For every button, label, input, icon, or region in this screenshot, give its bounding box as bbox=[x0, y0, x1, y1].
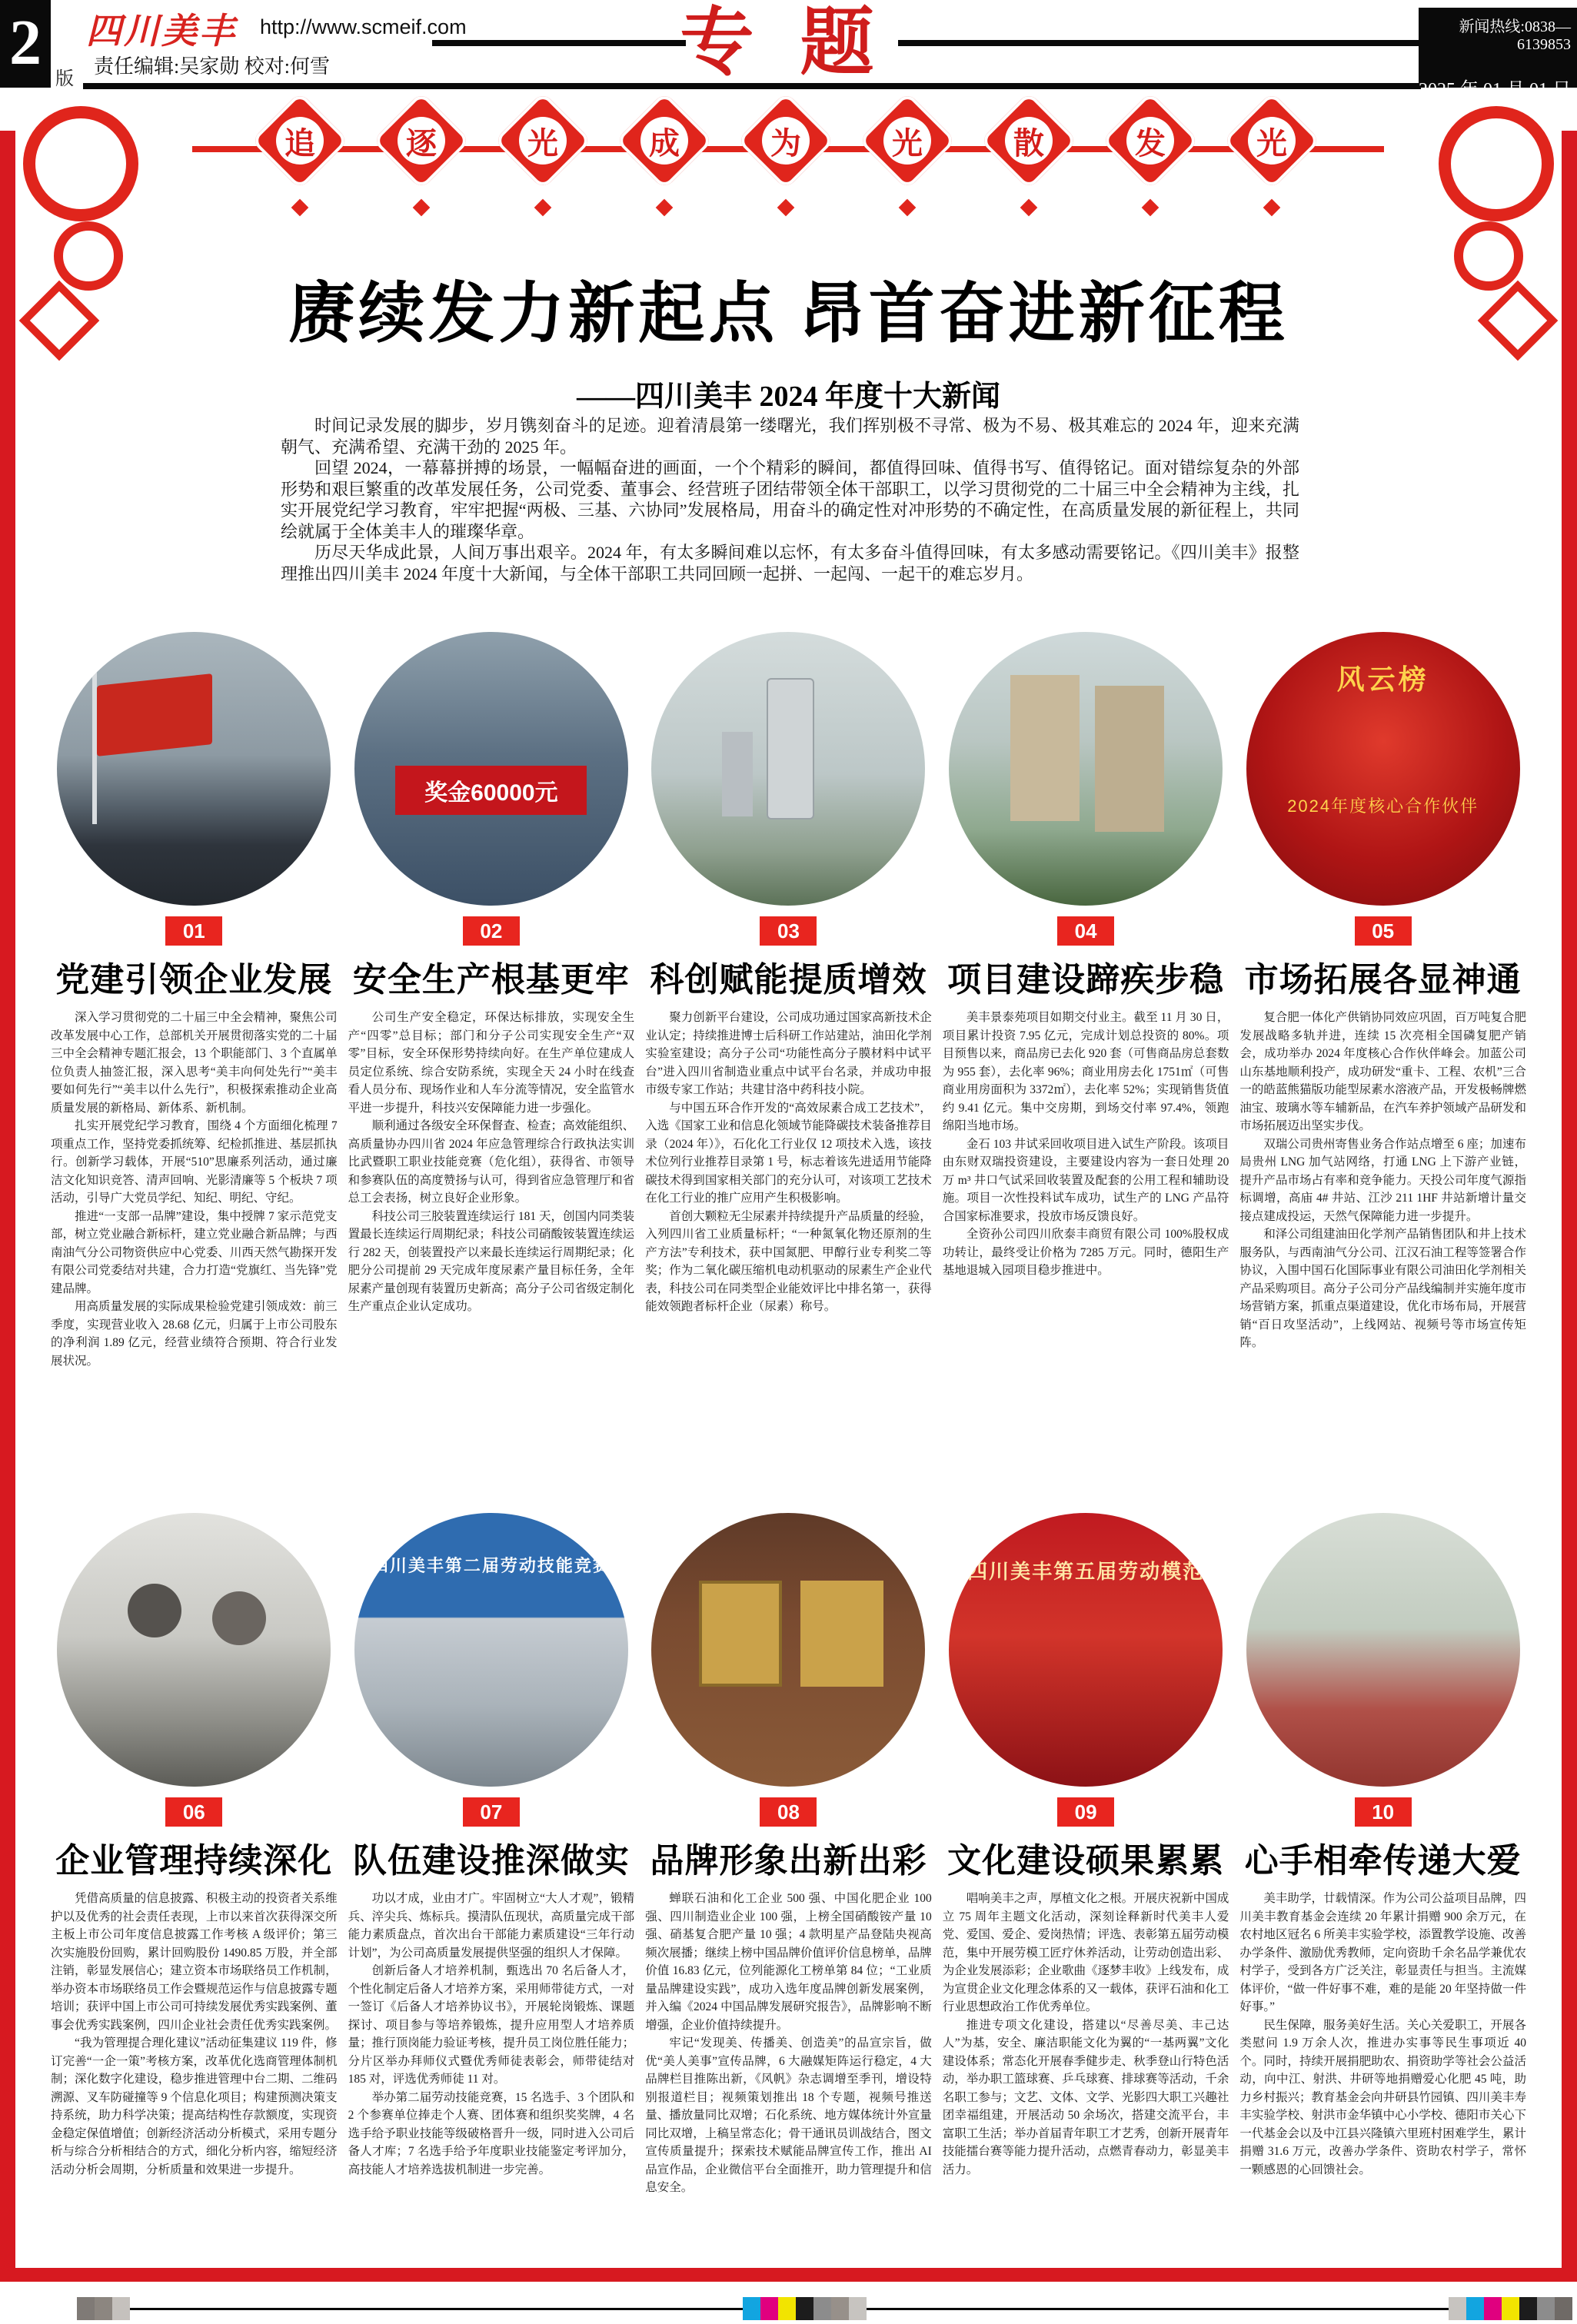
news-photo bbox=[949, 1513, 1223, 1787]
calibration-color-block bbox=[1519, 2297, 1537, 2320]
item-title: 企业管理持续深化 bbox=[55, 1842, 333, 1880]
item-paragraph: 深入学习贯彻党的二十届三中全会精神，聚焦公司改革发展中心工作，总部机关开展贯彻落实党的二十届三中全会精神专题汇报会，13 个职能部门、3 个直属单位负责人抽签汇报，深入思考“美丰向何处先行”“美丰要如何先行”“美丰以什么先行”，积极探索推动企业高质量发展的新格局、新体系、新机制。 bbox=[51, 1011, 338, 1115]
item-paragraph: 美丰景泰苑项目如期交付业主。截至 11 月 30 日，项目累计投资 7.95 亿元，完成计划总投资的 80%。项目预售以来，商品房已去化 920 套（可售商品房总套数为 955 套），去化率 96%；商业用房去化 1751㎡（可售商业用房面积为 3372㎡），去化率 52%；实现销售货值约 9.41 亿元。集中交房期，到场交付率 97.4%，领跑绵阳当地市场。 bbox=[942, 1011, 1229, 1132]
item-body bbox=[348, 1009, 635, 1316]
news-photo bbox=[57, 632, 331, 906]
news-photo bbox=[1246, 632, 1520, 906]
news-item bbox=[943, 632, 1229, 1370]
newspaper-url: http://www.scmeif.com bbox=[260, 15, 467, 38]
news-item bbox=[348, 1513, 635, 2197]
calibration-color-block bbox=[849, 2297, 867, 2320]
publication-date: 2025 年 01 月 01 日 bbox=[1419, 80, 1571, 100]
item-paragraph: 金石 103 井试采回收项目进入试生产阶段。该项目由东财双瑞投资建设，主要建设内容为一套日处理 20 万 m³ 井口气试采回收装置及配套的公用工程和辅助设施。项目一次性投料试车成功，试生产的 LNG 产品符合国家标准要求，投放市场反馈良好。 bbox=[942, 1137, 1229, 1223]
calibration-color-block bbox=[1555, 2297, 1572, 2320]
news-item bbox=[1239, 632, 1526, 1370]
editors-line: 责任编辑:吴家勋 校对:何雪 bbox=[94, 55, 330, 78]
calibration-color-block bbox=[112, 2297, 130, 2320]
news-item bbox=[645, 632, 932, 1370]
news-photo bbox=[354, 632, 628, 906]
calibration-color-block bbox=[1484, 2297, 1502, 2320]
item-paragraph: “我为管理提合理化建议”活动征集建议 119 件，修订完善“一企一策”考核方案，改革优化选商管理体制机制；深化数字化建设，稳步推进管理中台二期、二维码溯源、叉车防碰撞等 9 个信息化项目；构建预测决策支持系统，助力科学决策；提高结构性存款额度，实现资金稳定保值增值；创新经济活动分析模式，采用专题分析与综合分析相结合的方式，细化分析内容，缩短经济活动分析会周期，分析质量和效果进一步提升。 bbox=[51, 2036, 338, 2176]
item-number-badge: 08 bbox=[760, 1797, 817, 1827]
item-paragraph: 科技公司三胶装置连续运行 181 天，创国内同类装置最长连续运行周期纪录；科技公司硝酸铵装置连续运行 282 天，创装置投产以来最长连续运行周期纪录；化肥分公司提前 29 天完成年度尿素产量目标任务，全年尿素产量创现有装置历史新高；高分子公司省级定制化生产重点企业认定成功。 bbox=[348, 1209, 635, 1313]
news-photo bbox=[57, 1513, 331, 1787]
item-paragraph: 蝉联石油和化工企业 500 强、中国化肥企业 100 强、四川制造业企业 100 强，上榜全国硝酸铵产量 10 强、硝基复合肥产量 10 强；4 款明星产品登陆央视高频次展播；继续上榜中国品牌价值评价信息榜单，品牌价值 16.83 亿元，位列能源化工榜单第 84 位；“工业质量品牌建设实践”，成功入选年度品牌创新发展案例，并入编《2024 中国品牌发展研究报告》，品牌影响不断增强，企业价值持续提升。 bbox=[645, 1892, 932, 2032]
ribbon-character: 发 bbox=[1135, 125, 1166, 161]
masthead bbox=[0, 0, 1577, 100]
news-photo bbox=[949, 632, 1223, 906]
intro-paragraph: 历尽天华成此景，人间万事出艰辛。2024 年，有太多瞬间难以忘怀，有太多奋斗值得回味，有太多感动需要铭记。《四川美丰》报整理推出四川美丰 2024 年度十大新闻，与全体干部职工共同回顾一起拼、一起闯、一起干的难忘岁月。 bbox=[281, 543, 1299, 583]
item-paragraph: 与中国五环合作开发的“高效尿素合成工艺技术”，入选《国家工业和信息化领域节能降碳技术装备推荐目录（2024 年）》，石化化工行业仅 12 项技术入选，该技术位列行业推荐目录第 1 号，标志着该先进适用节能降碳技术得到国家相关部门的充分认可，对该项工艺技术在化工行业的推广应用产生积极影响。 bbox=[645, 1101, 932, 1205]
item-paragraph: 推进专项文化建设，搭建以“尽善尽美、丰己达人”为基，安全、廉洁职能文化为翼的“一基两翼”文化建设体系；常态化开展春季健步走、秋季登山行特色活动，举办职工篮球赛、乒乓球赛、排球赛等活动，千余名职工参与；文艺、文体、文学、光影四大职工兴趣社团幸福组建，开展活动 50 余场次，搭建交流平台，丰富职工生活；举办首届青年职工才艺秀，创新开展青年技能擂台赛等能力提升活动，点燃青春动力，彰显美丰活力。 bbox=[942, 2018, 1229, 2176]
intro-paragraph: 时间记录发展的脚步，岁月镌刻奋斗的足迹。迎着清晨第一缕曙光，我们挥别极不寻常、极为不易、极其难忘的 2024 年，迎来充满朝气、充满希望、充满干劲的 2025 年。 bbox=[281, 416, 1299, 457]
item-paragraph: 凭借高质量的信息披露、积极主动的投资者关系维护以及优秀的社会责任表现，上市以来首次获得深交所主板上市公司年度信息披露工作考核 A 级评价；第三次实施股份回购，累计回购股份 1490.85 万股，并全部注销，彰显发展信心；建立资本市场联络员工作机制，举办资本市场联络员工作会暨规范运作与信息披露专题培训；获评中国上市公司可持续发展优秀实践案例、董事会优秀实践案例，四川企业社会责任优秀实践案例。 bbox=[51, 1892, 338, 2032]
ribbon-character: 逐 bbox=[406, 125, 437, 161]
news-item bbox=[348, 632, 635, 1370]
item-paragraph: 用高质量发展的实际成果检验党建引领成效：前三季度，实现营业收入 28.68 亿元，归属于上市公司股东的净利润 1.89 亿元，经营业绩符合预期、符合行业发展状况。 bbox=[51, 1300, 338, 1368]
ribbon-character: 为 bbox=[770, 125, 801, 161]
headline-block bbox=[0, 260, 1577, 414]
item-title: 项目建设蹄疾步稳 bbox=[947, 961, 1225, 999]
item-title: 党建引领企业发展 bbox=[55, 961, 333, 999]
item-paragraph: 功以才成，业由才广。牢固树立“大人才观”，锻精兵、淬尖兵、炼标兵。摸清队伍现状，高质量完成干部能力素质盘点，首次出台干部能力素质建设“三年行动计划”，为公司高质量发展提供坚强的组织人才保障。 bbox=[348, 1892, 635, 1960]
item-title: 心手相牵传递大爱 bbox=[1244, 1842, 1522, 1880]
item-body bbox=[51, 1890, 338, 2179]
print-calibration-center bbox=[743, 2297, 867, 2320]
calibration-color-block bbox=[1466, 2297, 1484, 2320]
item-body bbox=[645, 1009, 932, 1316]
section-title: 专题 bbox=[680, 2, 920, 84]
calibration-color-block bbox=[796, 2297, 813, 2320]
ribbon-character: 追 bbox=[284, 125, 315, 161]
item-body bbox=[1239, 1890, 1526, 2179]
item-paragraph: 公司生产安全稳定，环保达标排放，实现安全生产“四零”总目标；部门和分子公司实现安全生产“双零”目标，安全环保形势持续向好。在生产单位建成人员定位系统、综合安防系统，实现全天 24 小时在线查看人员分布、现场作业和人车分流等情况，安全监管水平进一步提升，科技兴安保障能力进一步强化。 bbox=[348, 1011, 635, 1115]
ribbon-character: 成 bbox=[649, 125, 680, 161]
photo-caption-text: 奖金60000元 bbox=[395, 766, 587, 815]
news-item bbox=[645, 1513, 932, 2197]
item-body bbox=[348, 1890, 635, 2179]
item-paragraph: 推进“一支部一品牌”建设，集中授牌 7 家示范党支部，树立党业融合新标杆，建立党业融合新品牌；与西南油气分公司物资供应中心党委、川西天然气勘探开发有限公司党委结对共建，合力打造“党旗红、当先锋”党建品牌。 bbox=[51, 1209, 338, 1295]
ribbon-character: 光 bbox=[1256, 125, 1287, 161]
ribbon-character: 光 bbox=[892, 125, 923, 161]
calibration-color-block bbox=[743, 2297, 760, 2320]
print-calibration-left bbox=[77, 2297, 130, 2320]
calibration-color-block bbox=[1502, 2297, 1519, 2320]
item-body bbox=[645, 1890, 932, 2197]
item-paragraph: 顺利通过各级安全环保督查、检查；高效能组织、高质量协办四川省 2024 年应急管理综合行政执法实训比武暨职工职业技能竞赛（危化组），获得省、市领导和参赛队伍的高度赞扬与认可，得到省应急管理厅和省总工会表扬，树立良好企业形象。 bbox=[348, 1119, 635, 1205]
news-item bbox=[1239, 1513, 1526, 2197]
item-paragraph: 唱响美丰之声，厚植文化之根。开展庆祝新中国成立 75 周年主题文化活动，深刻诠释新时代美丰人爱党、爱国、爱企、爱岗热情；评选、表彰第五届劳动模范，集中开展劳模工匠疗休养活动，让劳动创造出彩、为企业发展添彩；企业歌曲《逐梦丰收》上线发布，成为宣贯企业文化理念体系的又一载体，获评石油和化工行业思想政治工作优秀单位。 bbox=[942, 1892, 1229, 2013]
intro-paragraph: 回望 2024，一幕幕拼搏的场景，一幅幅奋进的画面，一个个精彩的瞬间，都值得回味、值得书写、值得铭记。面对错综复杂的外部形势和艰巨繁重的改革发展任务，公司党委、董事会、经营班子团结带领全体干部职工，以学习贯彻党的二十届三中全会精神为主线，扎实开展党纪学习教育，牢牢把握“两极、三基、六协同”发展格局，用奋斗的确定性对冲形势的不确定性，在高质量发展的新征程上，共同绘就属于全体美丰人的璀璨华章。 bbox=[281, 458, 1299, 541]
masthead-rule bbox=[432, 40, 686, 46]
item-paragraph: 复合肥一体化产供销协同效应巩固，百万吨复合肥发展战略多轨并进，连续 15 次亮相全国磷复肥产销会，成功举办 2024 年度核心合作伙伴峰会。加蓝公司山东基地顺利投产，成功研发“重卡、工程、农机”三合一的皓蓝熊猫版功能型尿素水溶液产品，开发极畅牌燃油宝、玻璃水等车辅新品，在汽车养护领域产品研发和市场拓展迈出坚实步伐。 bbox=[1239, 1011, 1526, 1132]
item-paragraph: 牢记“发现美、传播美、创造美”的品宣宗旨，做优“美人美事”宣传品牌，6 大融媒矩阵运行稳定，4 大品牌栏目推陈出新，《风帆》杂志调增至季刊，增设特别报道栏目；视频策划推出 18 个专题，视频号推送量、播放量同比双增；石化系统、地方媒体统计外宣量同比双增，上稿呈常态化；骨干通讯员训战结合，图文宣传质量提升；探索技术赋能品牌宣传工作，推出 AI 品宣作品，企业微信平台全面推开，助力管理提升和信息安全。 bbox=[645, 2036, 932, 2194]
newspaper-logo: 四川美丰 bbox=[86, 12, 237, 51]
photo-caption-text: 四川美丰第五届劳动模范 bbox=[967, 1560, 1205, 1583]
item-number-badge: 01 bbox=[165, 916, 222, 946]
item-number-badge: 09 bbox=[1057, 1797, 1114, 1827]
ribbon-medallion bbox=[986, 98, 1071, 183]
item-title: 队伍建设推深做实 bbox=[352, 1842, 630, 1880]
calibration-color-block bbox=[1449, 2297, 1466, 2320]
ribbon-medallion bbox=[1229, 98, 1314, 183]
main-headline: 赓续发力新起点 昂首奋进新征程 bbox=[288, 277, 1289, 351]
item-paragraph: 扎实开展党纪学习教育，围绕 4 个方面细化梳理 7 项重点工作，坚持党委抓统筹、纪检抓推进、基层抓执行。创新学习载体，开展“510”思廉系列活动，通过廉洁文化知识竞答、清声回响、光影清廉等 5 个板块 7 项活动，引导广大党员学纪、知纪、明纪、守纪。 bbox=[51, 1119, 338, 1205]
calibration-color-block bbox=[1537, 2297, 1555, 2320]
news-photo bbox=[651, 1513, 925, 1787]
news-row-2 bbox=[51, 1513, 1526, 2197]
item-number-badge: 04 bbox=[1057, 916, 1114, 946]
item-number-badge: 07 bbox=[463, 1797, 520, 1827]
item-number-badge: 02 bbox=[463, 916, 520, 946]
calibration-color-block bbox=[77, 2297, 95, 2320]
item-paragraph: 双瑞公司贵州寄售业务合作站点增至 6 座；加速布局贵州 LNG 加气站网络，打通 LNG 上下游产业链，提升产品市场占有率和竞争能力。天投公司年度气源指标调增，高庙 4# 井站、江沙 211 1HF 井站新增计量交接点建成投运，天然气保障能力进一步提升。 bbox=[1239, 1137, 1526, 1223]
item-number-badge: 05 bbox=[1355, 916, 1412, 946]
ribbon-medallion bbox=[379, 98, 464, 183]
ribbon-character: 散 bbox=[1013, 125, 1044, 161]
item-title: 文化建设硕果累累 bbox=[947, 1842, 1225, 1880]
item-body bbox=[1239, 1009, 1526, 1352]
item-body bbox=[943, 1009, 1229, 1280]
item-title: 品牌形象出新出彩 bbox=[650, 1842, 927, 1880]
item-paragraph: 举办第二届劳动技能竞赛，15 名选手、3 个团队和 2 个参赛单位捧走个人赛、团体赛和组织奖奖牌，4 名选手给予职业技能等级破格晋升一级，同时进入公司后备人才库；7 名选手给予年度职业技能鉴定考评加分，高技能人才培养选拔机制进一步完善。 bbox=[348, 2090, 635, 2176]
news-item bbox=[943, 1513, 1229, 2197]
ribbon-medallion bbox=[1108, 98, 1193, 183]
edition-label: 版 bbox=[55, 69, 74, 89]
page-frame-right bbox=[1562, 131, 1577, 2282]
ribbon-character: 光 bbox=[527, 125, 558, 161]
calibration-color-block bbox=[760, 2297, 778, 2320]
news-photo bbox=[1246, 1513, 1520, 1787]
news-photo bbox=[651, 632, 925, 906]
news-photo bbox=[354, 1513, 628, 1787]
item-paragraph: 创新后备人才培养机制，甄选出 70 名后备人才，个性化制定后备人才培养方案，采用师带徒方式，一对一签订《后备人才培养协议书》，开展轮岗锻炼、课题探讨、项目参与等培养锻炼，提升应用型人才培养质量；推行顶岗能力验证考核，提升员工岗位胜任能力；分片区举办拜师仪式暨优秀师徒表彰会，师带徒结对 185 对，评选优秀师徒 11 对。 bbox=[348, 1964, 635, 2086]
item-paragraph: 和泽公司组建油田化学剂产品销售团队和井上技术服务队，与西南油气分公司、江汉石油工程等签署合作协议，入围中国石化国际事业有限公司油田化学剂相关产品采购项目。高分子公司分产品线编制并实施年度市场营销方案，抓重点渠道建设，优化市场布局，开展营销“百日攻坚活动”，上线网站、视频号等市场宣传矩阵。 bbox=[1239, 1228, 1526, 1349]
ribbon-medallion bbox=[744, 98, 828, 183]
calibration-color-block bbox=[813, 2297, 831, 2320]
item-paragraph: 聚力创新平台建设，公司成功通过国家高新技术企业认定；持续推进博士后科研工作站建站，油田化学剂实验室建设；高分子公司“功能性高分子膜材料中试平台”进入四川省制造业重点中试平台名录，并成功申报市级专家工作站；共建甘洛中药科技小院。 bbox=[645, 1011, 932, 1096]
photo-subcaption-text: 2024年度核心合作伙伴 bbox=[1287, 796, 1479, 816]
headline-subtitle: ——四川美丰 2024 年度十大新闻 bbox=[576, 381, 1000, 413]
page-frame-bottom bbox=[0, 2268, 1577, 2282]
intro-paragraphs bbox=[281, 415, 1299, 584]
item-paragraph: 美丰助学，廿载情深。作为公司公益项目品牌，四川美丰教育基金会连续 20 年累计捐赠 900 余万元，在农村地区冠名 6 所美丰实验学校，添置教学设施、改善办学条件、激励优秀教师，定向资助千余名品学兼优农村学子，受到各方广泛关注，彰显责任与担当。主流媒体评价，“做一件好事不难，难的是能 20 年坚持做一件好事。” bbox=[1239, 1892, 1526, 2013]
ribbon-medallion bbox=[865, 98, 950, 183]
item-title: 市场拓展各显神通 bbox=[1244, 961, 1522, 999]
calibration-color-block bbox=[831, 2297, 849, 2320]
item-paragraph: 首创大颗粒无尘尿素并持续提升产品质量的经验，入列四川省工业质量标杆；“一种氮氧化物还原剂的生产方法”专利技术，获中国氮肥、甲醇行业专利奖二等奖；作为二氧化碳压缩机电动机驱动的尿素生产企业代表，科技公司在同类型企业能效评比中排名第一，获得能效领跑者标杆企业（尿素）称号。 bbox=[645, 1209, 932, 1313]
calibration-color-block bbox=[778, 2297, 796, 2320]
item-body bbox=[51, 1009, 338, 1370]
news-item bbox=[51, 632, 338, 1370]
item-title: 安全生产根基更牢 bbox=[352, 961, 630, 999]
ribbon-medallion bbox=[501, 98, 585, 183]
photo-caption-text: 四川美丰第二届劳动技能竞赛 bbox=[371, 1556, 611, 1575]
news-hotline: 新闻热线:0838—6139853 bbox=[1459, 18, 1571, 53]
news-item bbox=[51, 1513, 338, 2197]
page-number: 2 bbox=[0, 0, 51, 88]
photo-caption-text: 风云榜 bbox=[1336, 663, 1429, 695]
item-number-badge: 03 bbox=[760, 916, 817, 946]
item-number-badge: 10 bbox=[1355, 1797, 1412, 1827]
item-title: 科创赋能提质增效 bbox=[650, 961, 927, 999]
calibration-color-block bbox=[95, 2297, 112, 2320]
ribbon-medallion bbox=[622, 98, 707, 183]
ribbon-medallion bbox=[258, 98, 342, 183]
item-number-badge: 06 bbox=[165, 1797, 222, 1827]
masthead-right-panel bbox=[1419, 8, 1577, 100]
item-paragraph: 全资孙公司四川欣泰丰商贸有限公司 100%股权成功转让，最终受让价格为 7285 万元。同时，德阳生产基地退城入园项目稳步推进中。 bbox=[942, 1228, 1229, 1277]
page-frame-left bbox=[0, 131, 15, 2282]
print-calibration-right bbox=[1449, 2297, 1572, 2320]
item-body bbox=[943, 1890, 1229, 2179]
masthead-rule bbox=[898, 40, 1419, 46]
item-paragraph: 民生保障，服务美好生活。关心关爱职工，开展各类慰问 1.9 万余人次，推进办实事等民生事项近 40 个。同时，持续开展捐肥助农、捐资助学等社会公益活动，向中江、射洪、井研等地捐赠爱心化肥 45 吨，助力乡村振兴；教育基金会向井研县竹园镇、四川美丰寿丰实验学校、射洪市金华镇中心小学校、德阳市关心下一代基金会以及中江县兴隆镇六里班村困难学生，累计捐赠 31.6 万元，改善办学条件、资助农村学子，常怀一颗感恩的心回馈社会。 bbox=[1239, 2018, 1526, 2176]
news-row-1 bbox=[51, 632, 1526, 1370]
